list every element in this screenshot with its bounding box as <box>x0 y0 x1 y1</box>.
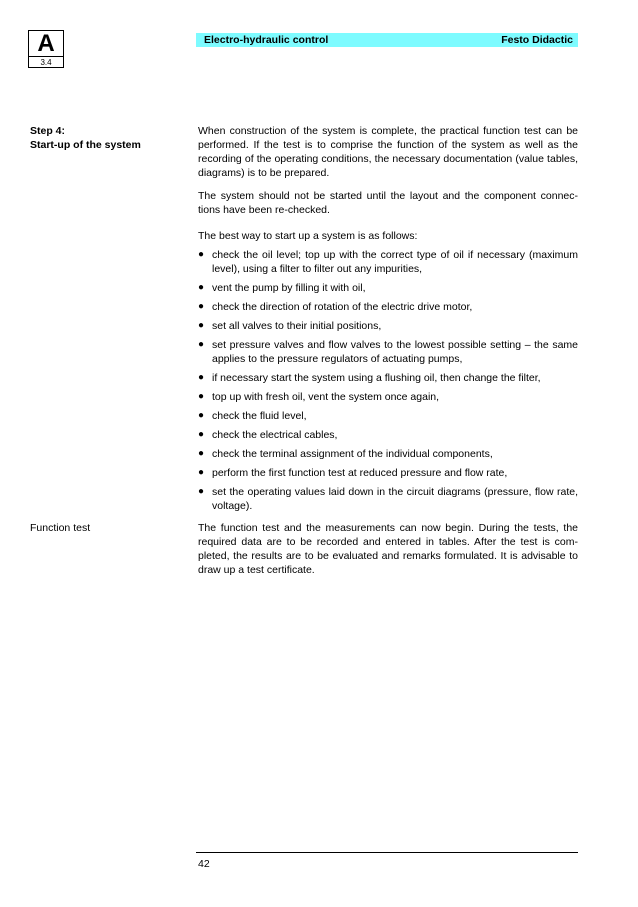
page-header <box>196 33 578 47</box>
step-heading: Step 4: <box>30 125 66 137</box>
step-text: check the fluid level, <box>212 410 307 422</box>
step-item <box>198 409 578 423</box>
step-item <box>198 248 578 276</box>
chapter-letter: A <box>37 30 55 57</box>
bullet-icon: ● <box>198 391 205 402</box>
recheck-paragraph: The system should not be started until the layout and the component connec-tions have been re-checked. <box>198 190 578 216</box>
step-item <box>198 466 578 480</box>
step-item <box>198 428 578 442</box>
startup-heading: Start-up of the system <box>30 139 141 151</box>
bullet-icon: ● <box>198 429 205 440</box>
footer-rule <box>196 852 578 853</box>
intro-paragraph: When construction of the system is complete, the practical function test can be performed. If the test is to comprise the function of the system as well as the recording of the operating conditions, the necessary documentation (value tables, diagrams) is to be prepared. <box>198 125 578 179</box>
bullet-icon: ● <box>198 410 205 421</box>
bullet-icon: ● <box>198 339 205 350</box>
bullet-icon: ● <box>198 486 205 497</box>
step-item <box>198 485 578 513</box>
bullet-icon: ● <box>198 467 205 478</box>
chapter-tab <box>28 30 64 68</box>
step-item <box>198 447 578 461</box>
bullet-icon: ● <box>198 448 205 459</box>
step-item <box>198 371 578 385</box>
step-item <box>198 390 578 404</box>
step-item <box>198 338 578 366</box>
step-item <box>198 281 578 295</box>
header-publisher: Festo Didactic <box>501 34 573 46</box>
step-item <box>198 319 578 333</box>
step-text: if necessary start the system using a flushing oil, then change the filter, <box>212 372 541 384</box>
function-test-heading: Function test <box>30 522 91 534</box>
startup-steps-list <box>198 248 578 518</box>
bullet-icon: ● <box>198 282 205 293</box>
bullet-icon: ● <box>198 320 205 331</box>
step-text: set the operating values laid down in the circuit diagrams (pressure, flow rate, voltage). <box>212 486 578 512</box>
bullet-icon: ● <box>198 249 205 260</box>
step-text: set pressure valves and flow valves to the lowest possible setting – the same applies to the pressure regulators of actuating pumps, <box>212 339 578 365</box>
step-item <box>198 300 578 314</box>
best-way-paragraph: The best way to start up a system is as follows: <box>198 230 418 242</box>
section-number: 3.4 <box>29 56 63 68</box>
step-text: vent the pump by filling it with oil, <box>212 282 366 294</box>
step-text: set all valves to their initial positions, <box>212 320 382 332</box>
step-text: perform the first function test at reduced pressure and flow rate, <box>212 467 508 479</box>
step-text: check the oil level; top up with the correct type of oil if necessary (maximum level), using a filter to filter out any impurities, <box>212 249 578 275</box>
step-text: check the electrical cables, <box>212 429 338 441</box>
step-text: check the direction of rotation of the electric drive motor, <box>212 301 473 313</box>
header-title: Electro-hydraulic control <box>204 34 329 46</box>
bullet-icon: ● <box>198 301 205 312</box>
step-text: top up with fresh oil, vent the system once again, <box>212 391 440 403</box>
function-test-paragraph: The function test and the measurements can now begin. During the tests, the required data are to be recorded and entered in tables. After the test is com-pleted, the results are to be evaluated and remarks formulated. It is advisable to draw up a test certificate. <box>198 522 578 576</box>
step-text: check the terminal assignment of the individual components, <box>212 448 493 460</box>
bullet-icon: ● <box>198 372 205 383</box>
page-number: 42 <box>198 858 210 870</box>
